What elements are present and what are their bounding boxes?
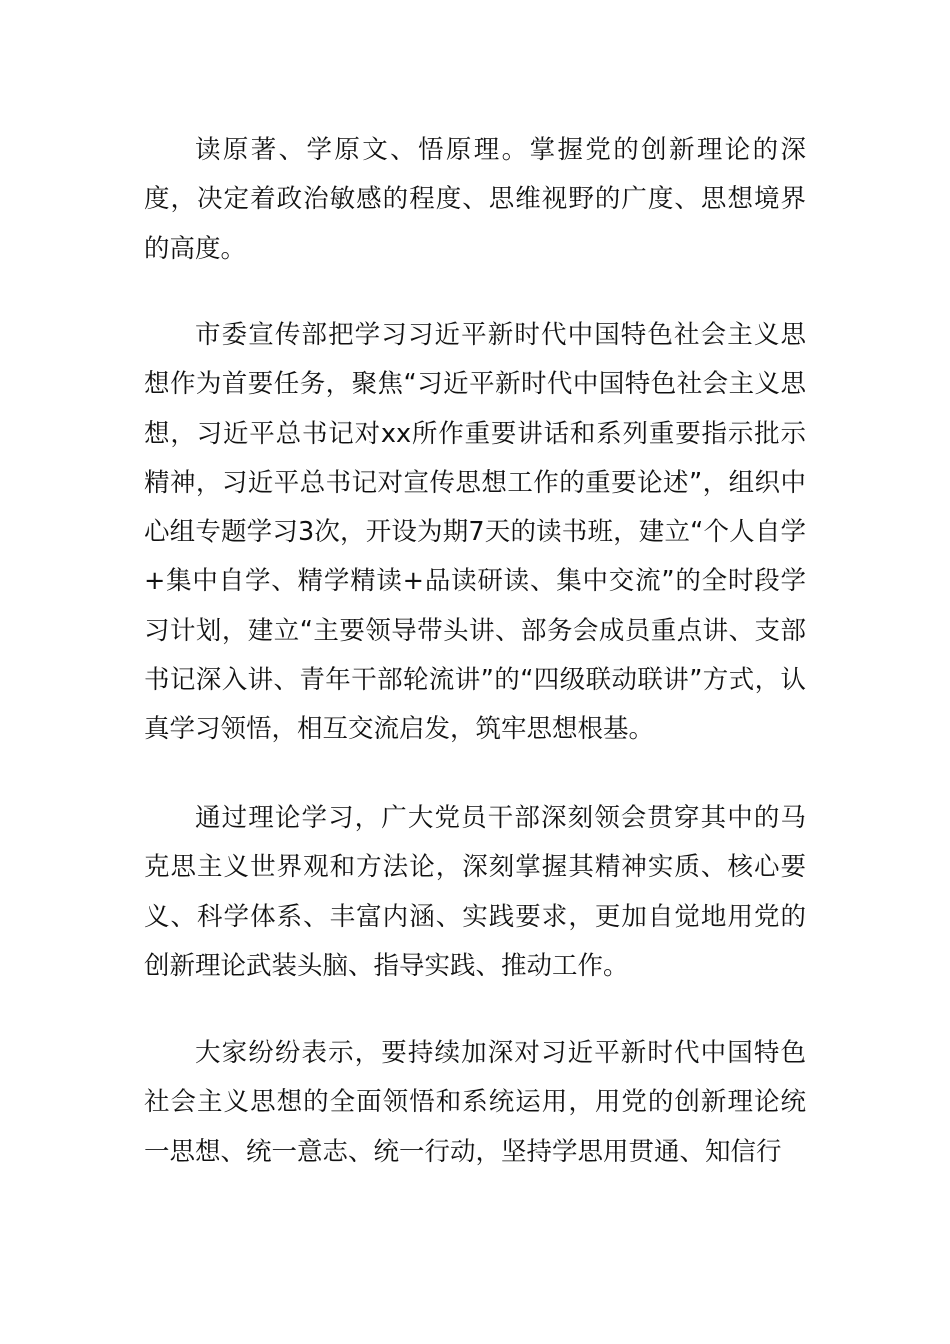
paragraph-2: 市委宣传部把学习习近平新时代中国特色社会主义思想作为首要任务，聚焦“习近平新时代中国特色社会主义思想，习近平总书记对xx所作重要讲话和系列重要指示批示精神，习近平总书记对宣传思想工作的重要论述”，组织中心组专题学习3次，开设为期7天的读书班，建立“个人自学+集中自学、精学精读+品读研读、集中交流”的全时段学习计划，建立“主要领导带头讲、部务会成员重点讲、支部书记深入讲、青年干部轮流讲”的“四级联动联讲”方式，认真学习领悟，相互交流启发，筑牢思想根基。: [144, 320, 806, 745]
paragraph-4: 大家纷纷表示，要持续加深对习近平新时代中国特色社会主义思想的全面领悟和系统运用，用党的创新理论统一思想、统一意志、统一行动，坚持学思用贯通、知信行: [144, 1038, 806, 1167]
paragraph-3: 通过理论学习，广大党员干部深刻领会贯穿其中的马克思主义世界观和方法论，深刻掌握其精神实质、核心要义、科学体系、丰富内涵、实践要求，更加自觉地用党的创新理论武装头脑、指导实践、推动工作。: [144, 803, 806, 981]
paragraph-1: 读原著、学原文、悟原理。掌握党的创新理论的深度，决定着政治敏感的程度、思维视野的广度、思想境界的高度。: [144, 135, 806, 264]
